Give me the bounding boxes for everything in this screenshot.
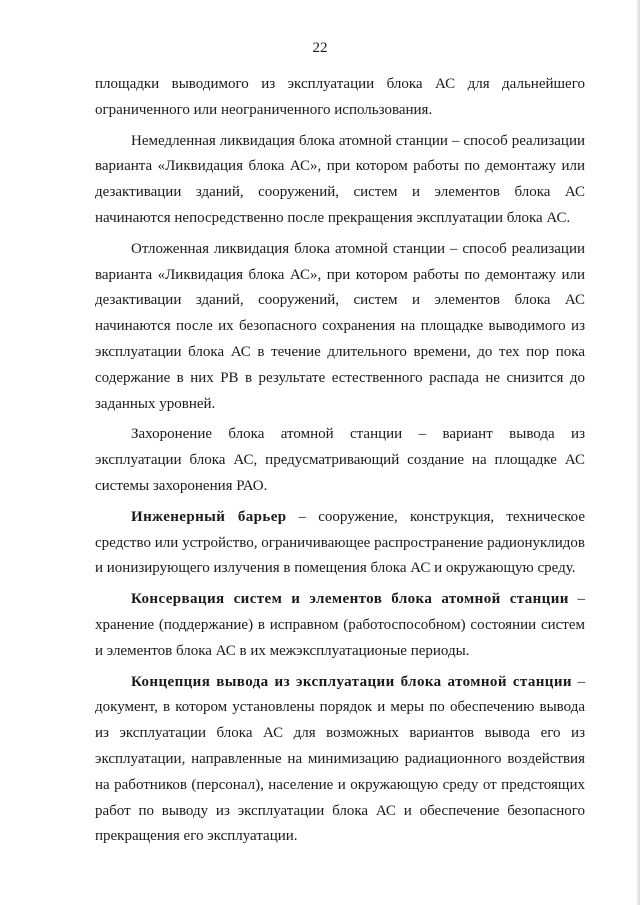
definition-decommissioning-concept [95,670,585,851]
paragraph-text: Немедленная ликвидация блока атомной станции – способ реализации варианта «Ликвидация блока АС», при котором работы по демонтажу или дезактивации зданий, сооружений, систем и элементов блока АС начинаются непосредственно после прекращения эксплуатации блока АС. [95,132,585,226]
term-label: Консервация систем и элементов блока атомной станции [131,591,569,608]
term-label: Инженерный барьер [131,508,287,525]
paragraph-text: – сооружение, конструкция, техническое средство или устройство, ограничивающее распространение радионуклидов и ионизирующего излучения в помещения блока АС и окружающую среду. [95,508,585,577]
definition-engineering-barrier [95,505,585,582]
definition-immediate-dismantling [95,129,585,232]
paragraph-text: Захоронение блока атомной станции – вариант вывода из эксплуатации блока АС, предусматривающий создание на площадке АС системы захоронения РАО. [95,426,585,494]
paragraph-text: площадки выводимого из эксплуатации блока АС для дальнейшего ограниченного или неограниченного использования. [95,76,585,118]
definition-entombment [95,422,585,499]
paragraph-text: Отложенная ликвидация блока атомной станции – способ реализации варианта «Ликвидация блока АС», при котором работы по демонтажу или дезактивации зданий, сооружений, систем и элементов блока АС начинаются после их безопасного сохранения на площадке выводимого из эксплуатации блока АС в течение длительного времени, до тех пор пока содержание в них РВ в результате естественного распада не снизится до заданных уровней. [95,240,585,412]
definition-conservation [95,587,585,664]
paragraph-text: – хранение (поддержание) в исправном (работоспособном) состоянии систем и элементов блока АС в их межэксплуатационые периоды. [95,591,585,659]
definition-deferred-dismantling [95,237,585,418]
document-body [95,72,585,850]
page-edge-shadow [636,0,640,905]
paragraph-text: – документ, в котором установлены порядок и меры по обеспечению вывода из эксплуатации блока АС для возможных вариантов вывода его из эксплуатации, направленные на минимизацию радиационного воздействия на работников (персонал), население и окружающую среду от предстоящих работ по выводу из эксплуатации блока АС и обеспечение безопасного прекращения его эксплуатации. [95,673,585,845]
page-number: 22 [312,40,328,56]
paragraph-continuation [95,72,585,124]
term-label: Концепция вывода из эксплуатации блока атомной станции [131,673,572,690]
